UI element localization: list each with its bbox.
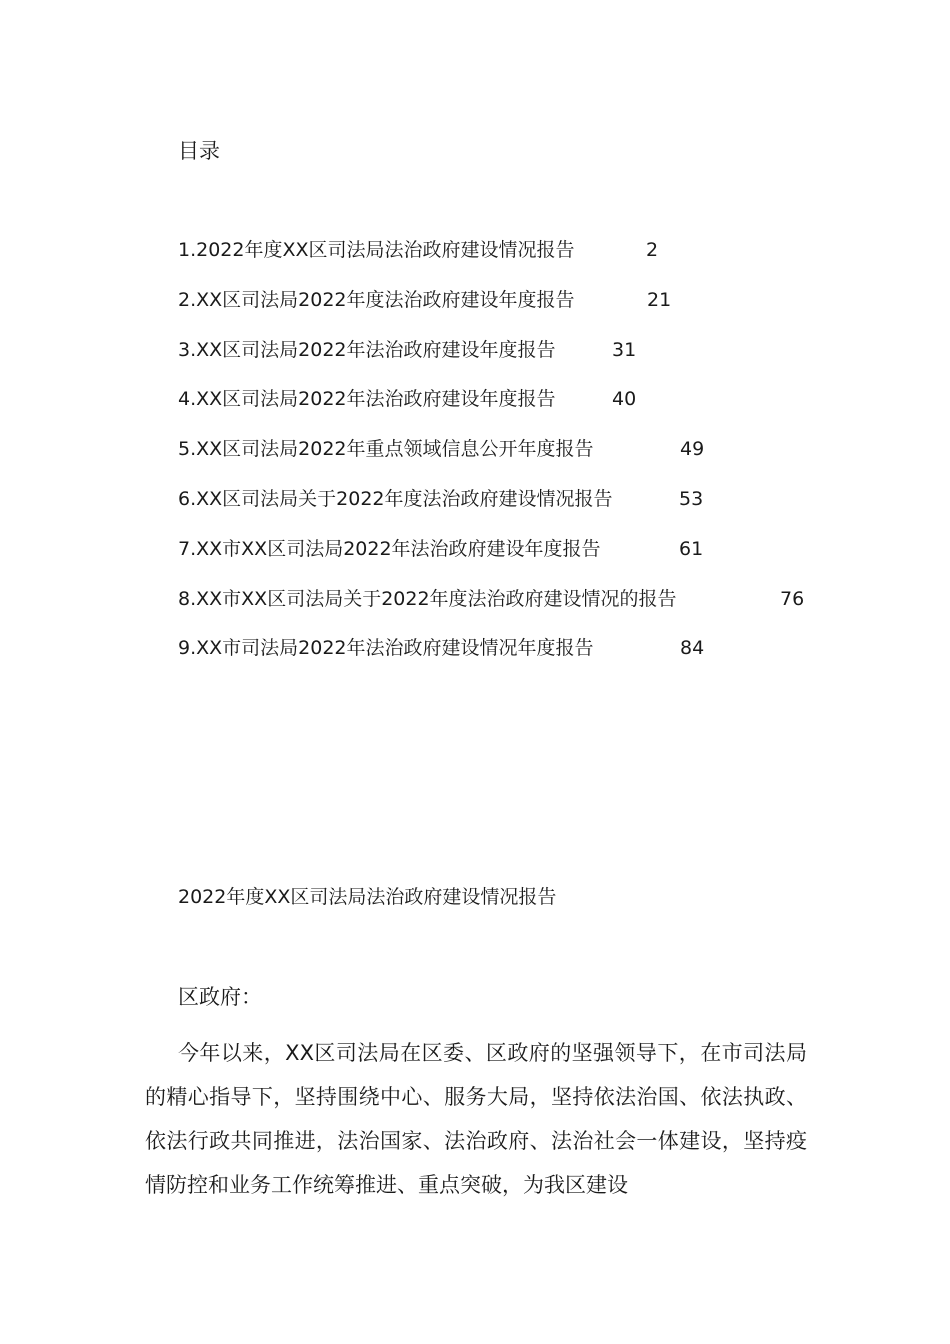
toc-item-text: 2.XX区司法局2022年度法治政府建设年度报告 xyxy=(178,288,575,311)
toc-item-page: 84 xyxy=(680,637,705,660)
toc-item-page: 31 xyxy=(612,338,637,361)
toc-item-text: 3.XX区司法局2022年法治政府建设年度报告 xyxy=(178,338,556,361)
toc-item-text: 5.XX区司法局2022年重点领域信息公开年度报告 xyxy=(178,438,594,461)
toc-item[interactable] xyxy=(178,534,704,584)
toc-item-text: 6.XX区司法局关于2022年度法治政府建设情况报告 xyxy=(178,487,613,510)
toc-item-page: 49 xyxy=(680,438,705,461)
salutation: 区政府： xyxy=(178,985,262,1009)
toc-item[interactable] xyxy=(178,434,705,484)
toc-item-page: 53 xyxy=(679,487,704,510)
toc-item-text: 1.2022年度XX区司法局法治政府建设情况报告 xyxy=(178,239,575,261)
toc-item[interactable] xyxy=(178,633,705,683)
toc-item[interactable] xyxy=(178,584,805,634)
toc-item[interactable] xyxy=(178,285,677,335)
toc-item-text: 4.XX区司法局2022年法治政府建设年度报告 xyxy=(178,388,556,411)
toc-list xyxy=(178,235,805,683)
toc-item[interactable] xyxy=(178,335,677,385)
toc-item-page: 21 xyxy=(647,288,672,311)
toc-item-page: 61 xyxy=(679,537,704,560)
toc-item-text: 8.XX市XX区司法局关于2022年度法治政府建设情况的报告 xyxy=(178,587,677,610)
toc-item-page: 76 xyxy=(780,587,805,610)
toc-title: 目录 xyxy=(178,139,220,163)
toc-item-text: 7.XX市XX区司法局2022年法治政府建设年度报告 xyxy=(178,537,601,560)
document-title: 2022年度XX区司法局法治政府建设情况报告 xyxy=(178,886,557,908)
toc-item-text: 9.XX市司法局2022年法治政府建设情况年度报告 xyxy=(178,637,594,660)
body-paragraph: 今年以来，XX区司法局在区委、区政府的坚强领导下，在市司法局的精心指导下，坚持围绕中心、服务大局，坚持依法治国、依法执政、依法行政共同推进，法治国家、法治政府、法治社会一体建设，坚持疫情防控和业务工作统筹推进、重点突破，为我区建设 xyxy=(145,1041,807,1197)
toc-item[interactable] xyxy=(178,384,677,434)
toc-item[interactable] xyxy=(178,484,704,534)
toc-item-page: 2 xyxy=(646,239,659,261)
toc-item-page: 40 xyxy=(612,388,637,411)
toc-item[interactable] xyxy=(178,235,677,285)
